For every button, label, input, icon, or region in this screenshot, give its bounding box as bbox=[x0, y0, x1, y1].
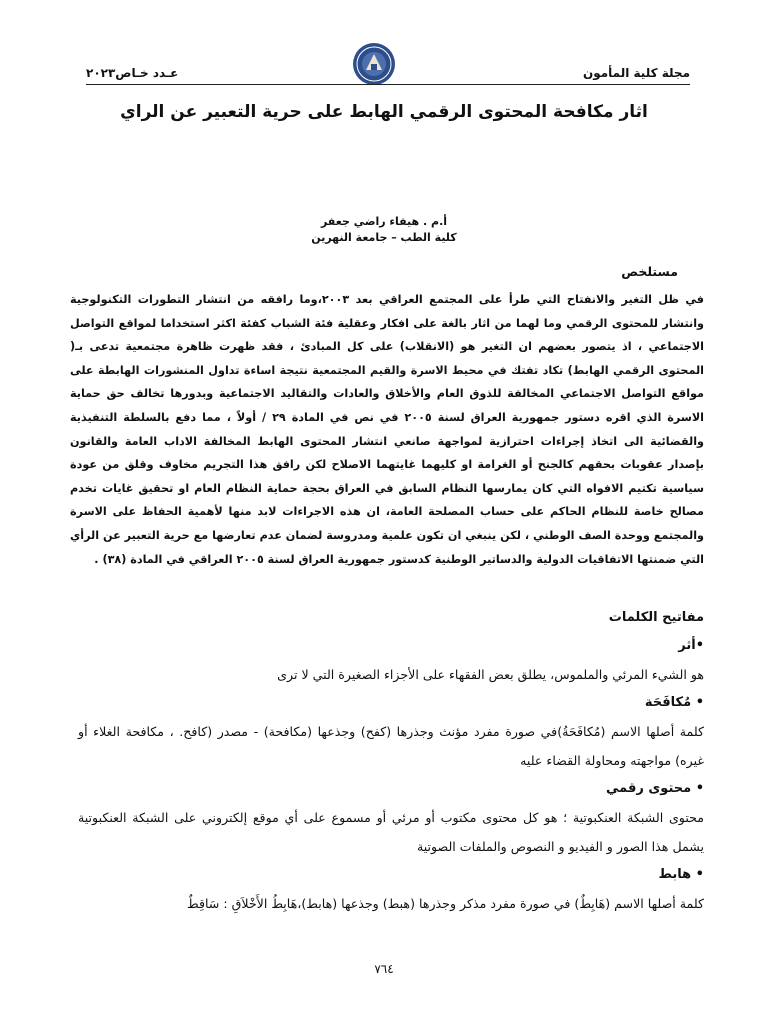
journal-logo-icon bbox=[352, 42, 396, 86]
keyword-term: • مُكافَحَة bbox=[644, 695, 704, 710]
keyword-term: •أثر bbox=[678, 638, 704, 653]
header-divider bbox=[86, 84, 690, 85]
issue-label: عـدد خـاص٢٠٢٣ bbox=[86, 66, 179, 80]
keyword-definition: محتوى الشبكة العنكبوتية ؛ هو كل محتوى مكتوب أو مرئي أو مسموع على أي موقع إلكتروني على الشبكة العنكبوتية يشمل هذا الصور و الفيديو و النصوص والملفات الصوتية bbox=[78, 810, 704, 854]
author-name: أ.م . هيفاء راضي جعفر bbox=[320, 215, 448, 228]
abstract-heading: مستلخص bbox=[621, 264, 678, 279]
keyword-definition: كلمة أصلها الاسم (هَابِطٌ) في صورة مفرد مذكر وجذرها (هبط) وجذعها (هابط)،هَابِطُ الأَخْلاَقِ : سَاقِطٌ bbox=[186, 896, 704, 911]
abstract-text: في ظل التغير والانفتاح التي طرأ على المجتمع العراقي بعد ٢٠٠٣،وما رافقه من انتشار التطورات التكنولوجية وانتشار للمحتوى الرقمي وما لهما من اثار بالغة على افكار وعقلية فئة الشباب كفئة اكثر استخداما لمواقع التواصل الاجتماعي ، اذ يتصور بعضهم ان التغير هو (الانقلاب) على كل المبادئ ، فقد ظهرت ظاهرة مجتمعية تدعى بـ( المحتوى الرقمي الهابط) تكاد تفتك في محيط الاسرة والقيم المجتمعية نتيجة اساءة تداول المنشورات الهابطة على مواقع التواصل الاجتماعي المخالفة للذوق العام والأخلاق والعادات والتقاليد الاجتماعية وبدورها تخالف حق حماية الاسرة الذي اقره دستور جمهورية العراق لسنة ٢٠٠٥ في نص في المادة ٢٩ / أولاً ، مما دفع بالسلطة التنفيذية والقضائية الى اتخاذ إجراءات احترازية لمواجهة صانعي انتشار المحتوى الهابط المخالفة الاداب العامة والقانون بإصدار عقوبات بحقهم كالجنح أو الغرامة او كليهما غايتهما الاصلاح لكن رافق هذا التجريم مخاوف وقلق من عودة سياسية تكتيم الافواه التي كان يمارسها النظام السابق في العراق بحجة حماية النظام العام او تحقيق غايات تخدم مصالح خاصة للنظام الحاكم على حساب المصلحة العامة، ان هذه الاجراءات لابد منها لأهمية الحفاظ على الاسرة والمجتمع ووحدة الصف الوطني ، لكن ينبغي ان تكون علمية ومدروسة لضمان عدم تعارضها مع حرية التعبير عن الرأي التي ضمنتها الاتفاقيات الدولية والدساتير الوطنية كدستور جمهورية العراق لسنة ٢٠٠٥ العراقي في المادة (٣٨) . bbox=[70, 293, 704, 566]
journal-name: مجلة كلية المأمون bbox=[582, 66, 690, 80]
keyword-definition: كلمة أصلها الاسم (مُكافَحَةُ)في صورة مفرد مؤنث وجذرها (كفح) وجذعها (مكافحة) - مصدر (كافح. ، مكافحة الغلاء أو غيره) مواجهته ومحاولة القضاء عليه bbox=[78, 724, 704, 768]
abstract-body bbox=[70, 288, 704, 571]
keywords-heading: مفاتيح الكلمات bbox=[608, 610, 704, 625]
author-affiliation: كلية الطب – جامعة النهرين bbox=[311, 231, 457, 244]
keyword-term: • محتوى رقمي bbox=[605, 781, 704, 796]
keywords-section bbox=[78, 604, 704, 918]
page-header bbox=[86, 42, 690, 84]
keyword-term: • هابط bbox=[658, 867, 704, 882]
page-number: ٧٦٤ bbox=[374, 962, 394, 976]
author-block bbox=[160, 214, 608, 246]
article-title: اثار مكافحة المحتوى الرقمي الهابط على حرية التعبير عن الراي bbox=[120, 102, 648, 122]
keyword-definition: هو الشيء المرئي والملموس، يطلق بعض الفقهاء على الأجزاء الصغيرة التي لا ترى bbox=[277, 667, 704, 682]
